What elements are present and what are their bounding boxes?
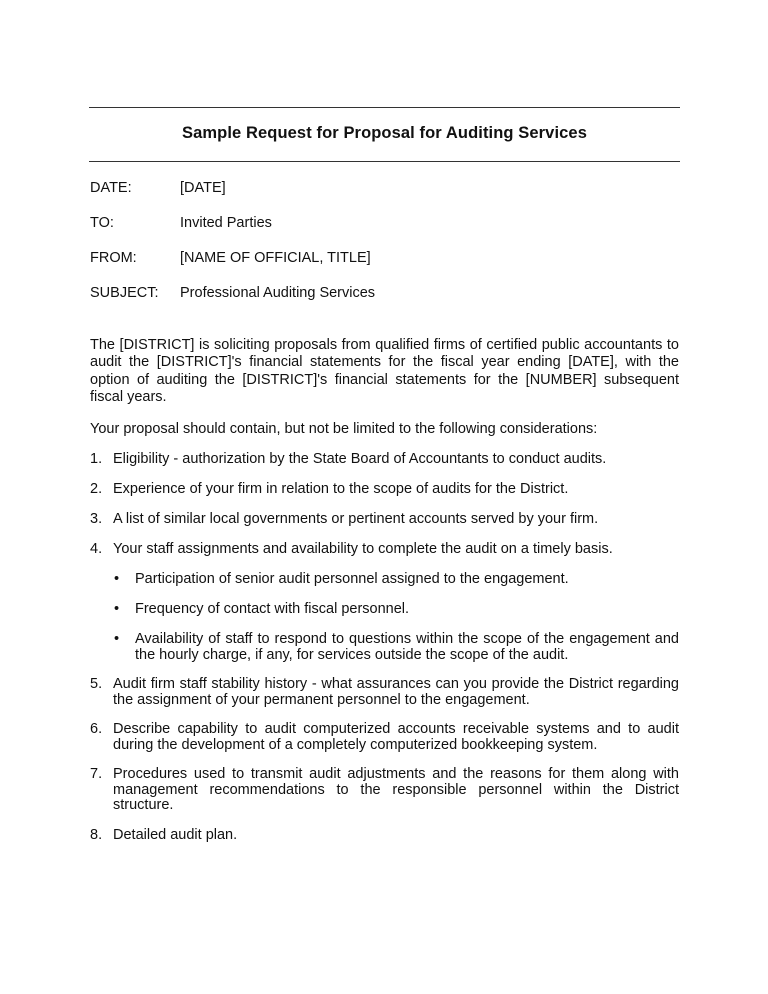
memo-value: [NAME OF OFFICIAL, TITLE] bbox=[180, 250, 371, 266]
bullet-text: Participation of senior audit personnel assigned to the engagement. bbox=[135, 571, 569, 587]
bullet-mark: • bbox=[114, 631, 120, 647]
bullet-item bbox=[114, 572, 679, 588]
item-number: 5. bbox=[90, 676, 103, 692]
memo-row-to bbox=[90, 215, 272, 231]
memo-label: DATE: bbox=[90, 180, 132, 196]
memo-row-subject bbox=[90, 285, 375, 301]
list-item bbox=[90, 722, 679, 753]
bullet-text: Availability of staff to respond to questions within the scope of the engagement and the hourly charge, if any, for services outside the scope of the audit. bbox=[135, 631, 679, 663]
bullet-item bbox=[114, 632, 679, 663]
bullet-text: Frequency of contact with fiscal personnel. bbox=[135, 601, 410, 617]
item-number: 3. bbox=[90, 511, 103, 527]
document-title: Sample Request for Proposal for Auditing Services bbox=[182, 124, 587, 142]
list-item bbox=[90, 677, 679, 708]
item-text: Eligibility - authorization by the State Board of Accountants to conduct audits. bbox=[113, 451, 607, 467]
memo-label: SUBJECT: bbox=[90, 285, 159, 301]
item-text: Procedures used to transmit audit adjustments and the reasons for them along with management recommendations to the responsible personnel within the District structure. bbox=[113, 766, 679, 814]
item-text: Detailed audit plan. bbox=[113, 827, 238, 843]
item-text: Experience of your firm in relation to the scope of audits for the District. bbox=[113, 481, 569, 497]
list-item bbox=[90, 512, 679, 528]
item-number: 2. bbox=[90, 481, 103, 497]
bullet-item bbox=[114, 602, 679, 618]
item-number: 4. bbox=[90, 541, 103, 557]
memo-row-date bbox=[90, 180, 226, 196]
memo-value: Invited Parties bbox=[180, 215, 272, 231]
memo-label: FROM: bbox=[90, 250, 137, 266]
item-text: Describe capability to audit computerized accounts receivable systems and to audit during the development of a completely computerized bookkeeping system. bbox=[113, 721, 679, 753]
memo-label: TO: bbox=[90, 215, 114, 231]
top-rule bbox=[89, 107, 680, 108]
bottom-rule bbox=[89, 161, 680, 162]
bullet-mark: • bbox=[114, 571, 120, 587]
memo-value: [DATE] bbox=[180, 180, 226, 196]
list-item bbox=[90, 452, 679, 468]
item-text: A list of similar local governments or pertinent accounts served by your firm. bbox=[113, 511, 599, 527]
memo-value: Professional Auditing Services bbox=[180, 285, 376, 301]
intro-paragraph: The [DISTRICT] is soliciting proposals from qualified firms of certified public accountants to audit the [DISTRICT]'s financial statements for the fiscal year ending [DATE], with the option of auditing the [DISTRICT]'s financial statements for the [NUMBER] subsequent fiscal years. bbox=[90, 337, 679, 406]
list-item bbox=[90, 767, 679, 814]
item-number: 6. bbox=[90, 721, 103, 737]
list-item bbox=[90, 828, 679, 844]
list-item bbox=[90, 482, 679, 498]
item-text: Audit firm staff stability history - what assurances can you provide the District regarding the assignment of your permanent personnel to the engagement. bbox=[113, 676, 679, 708]
item-number: 7. bbox=[90, 766, 103, 782]
considerations-lead: Your proposal should contain, but not be limited to the following considerations: bbox=[90, 421, 598, 437]
list-item bbox=[90, 542, 679, 558]
memo-row-from bbox=[90, 250, 371, 266]
item-text: Your staff assignments and availability to complete the audit on a timely basis. bbox=[113, 541, 613, 557]
item-number: 8. bbox=[90, 827, 103, 843]
bullet-mark: • bbox=[114, 601, 120, 617]
item-number: 1. bbox=[90, 451, 103, 467]
